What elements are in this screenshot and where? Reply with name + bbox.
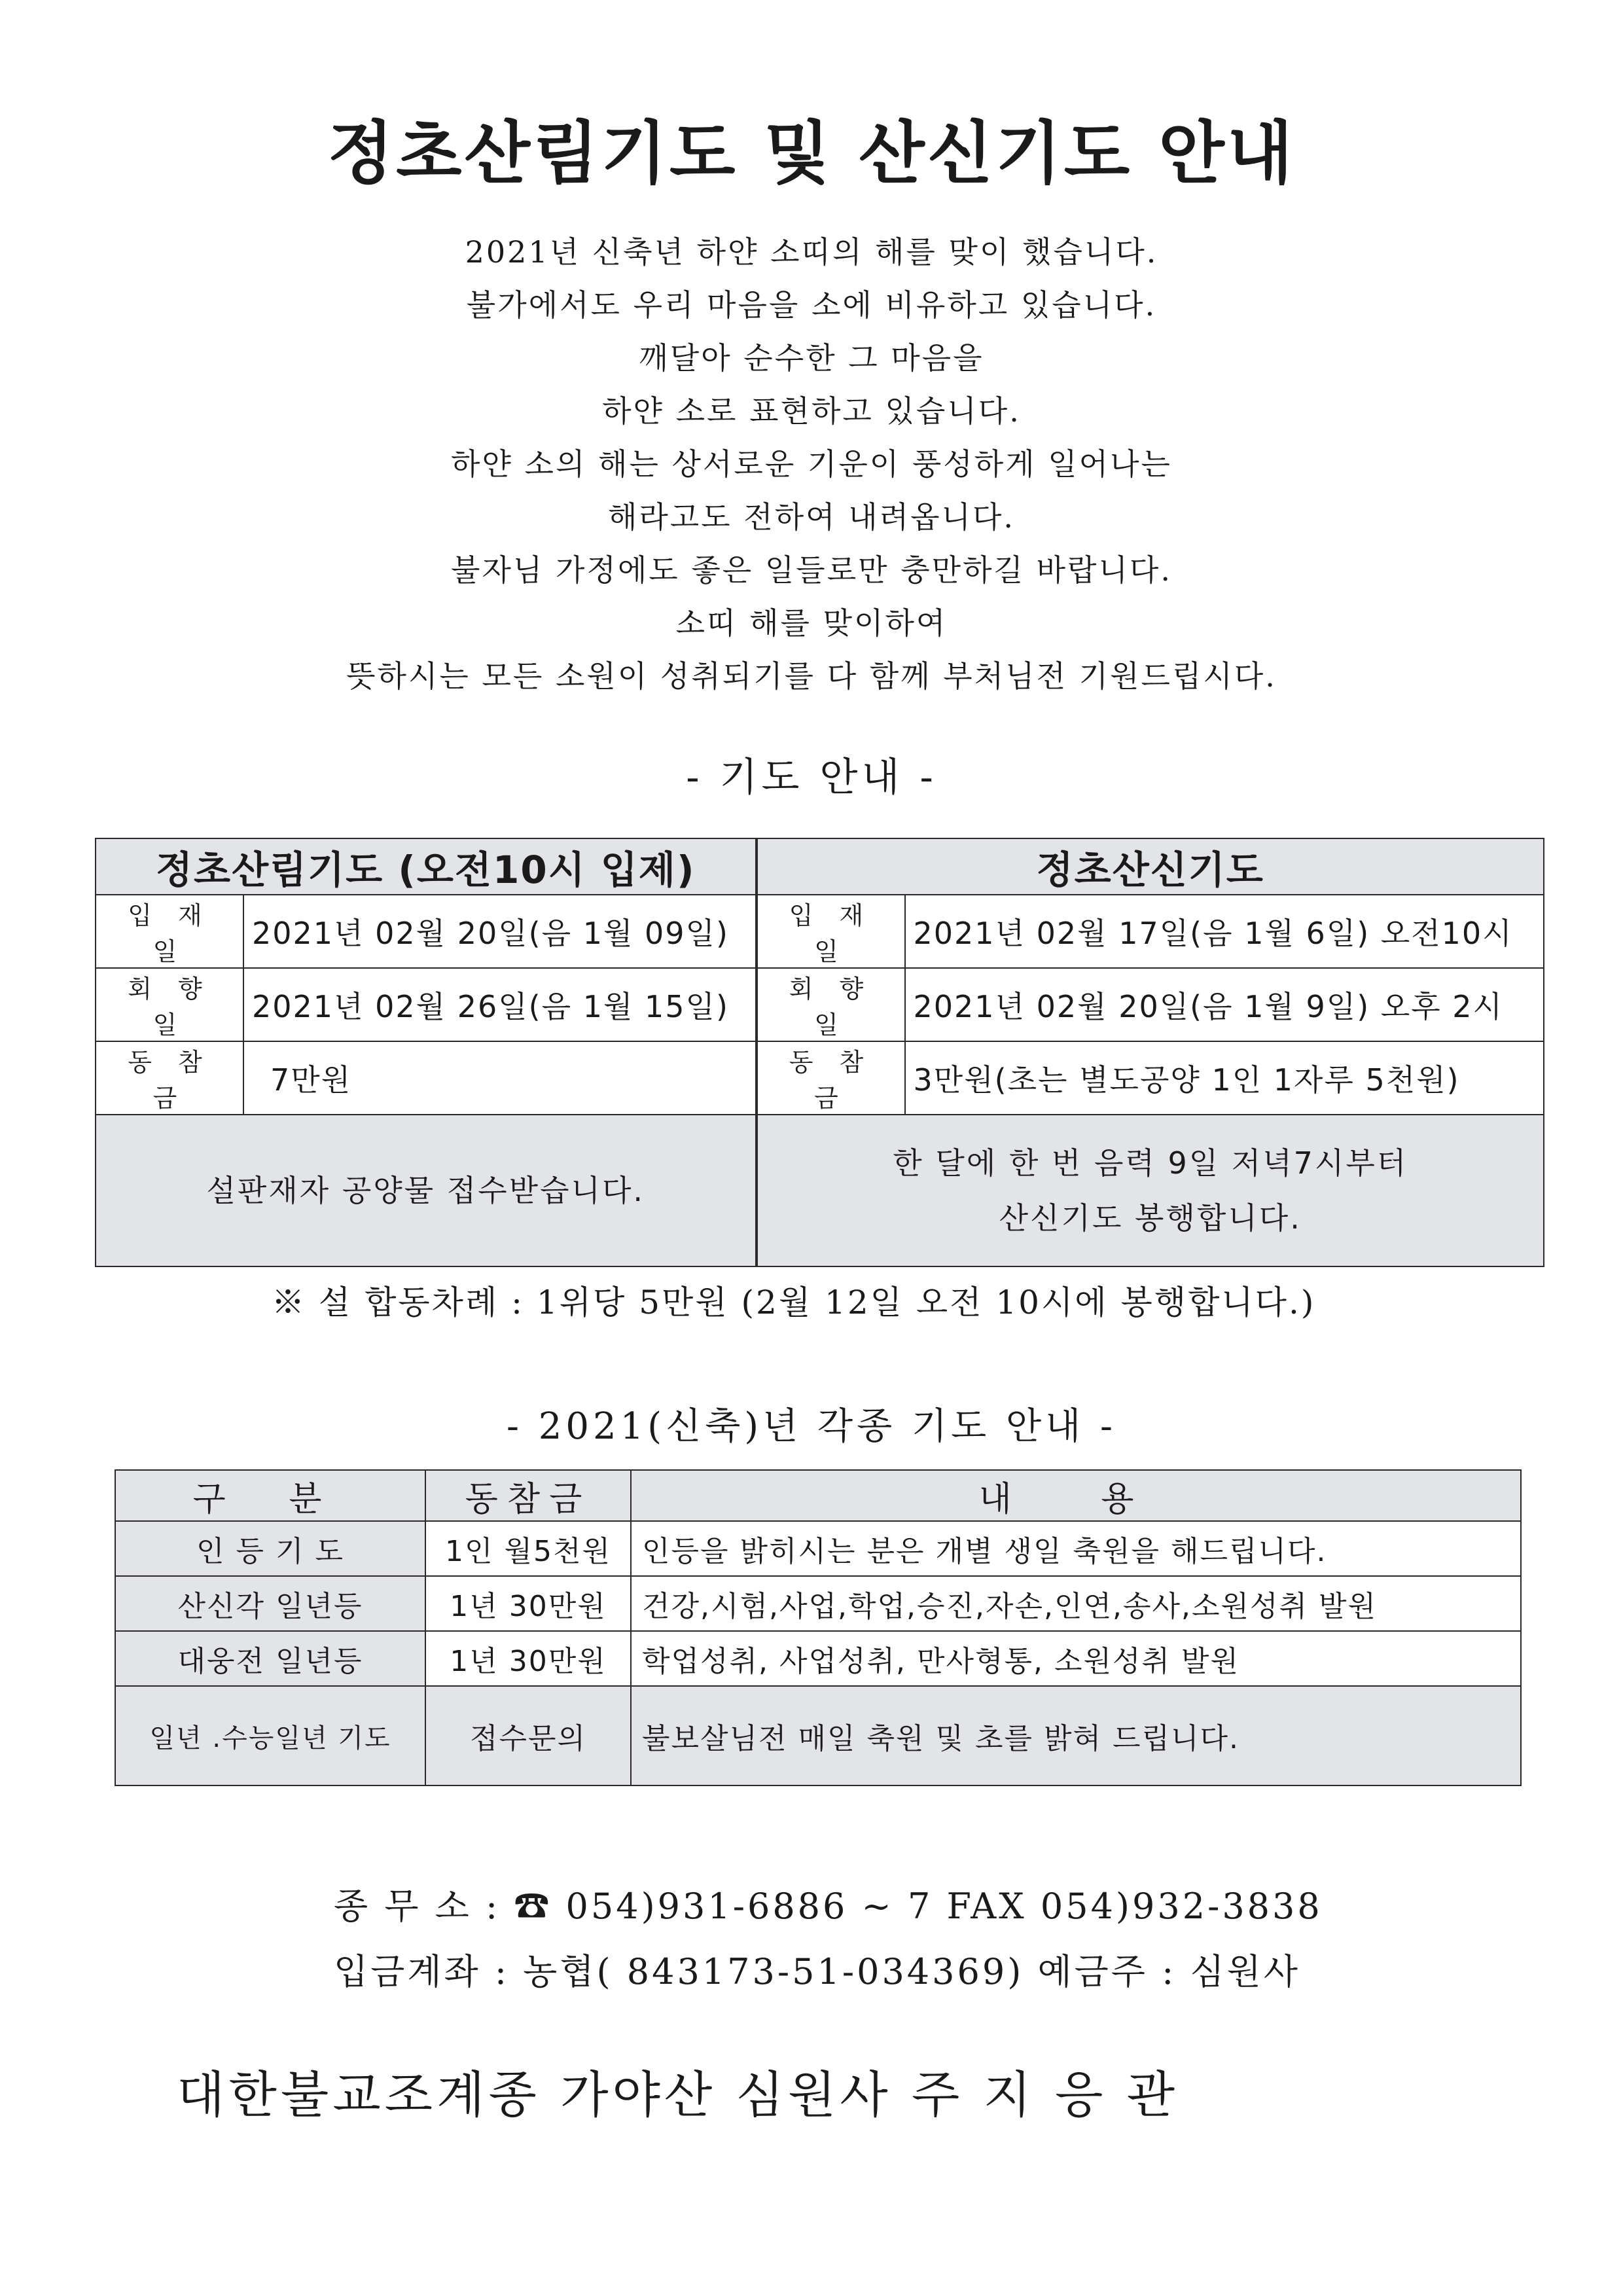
yearly-section-heading: - 2021(신축)년 각종 기도 안내 -: [507, 1405, 1116, 1448]
cell-name: 산신각 일년등: [115, 1576, 425, 1631]
cell-name: 대웅전 일년등: [115, 1631, 425, 1686]
column-header: 내 용: [631, 1470, 1521, 1521]
cell-fee: 1인 월5천원: [425, 1521, 631, 1576]
row-label: 입 재 일: [96, 895, 243, 968]
intro-line: 불가에서도 우리 마음을 소에 비유하고 있습니다.: [466, 287, 1157, 323]
office-contact: 종 무 소 : ☎ 054)931-6886 ~ 7 FAX 054)932-3838: [334, 1886, 1323, 1927]
table-row: [115, 1631, 1521, 1686]
temple-signature: 대한불교조계종 가야산 심원사 주 지 응 관: [177, 2066, 1179, 2124]
row-value: 2021년 02월 20일(음 1월 09일): [243, 895, 757, 968]
row-value: 2021년 02월 17일(음 1월 6일) 오전10시: [905, 895, 1544, 968]
table-row: [96, 895, 1544, 968]
intro-line: 2021년 신축년 하얀 소띠의 해를 맞이 했습니다.: [465, 234, 1158, 270]
table-row: [115, 1576, 1521, 1631]
row-label: 동 참 금: [757, 1041, 905, 1115]
prayer-table: [95, 838, 1544, 1267]
cell-fee: 1년 30만원: [425, 1576, 631, 1631]
intro-text: [0, 226, 1623, 703]
table-row: [115, 1686, 1521, 1785]
intro-line: 하얀 소의 해는 상서로운 기운이 풍성하게 일어나는: [451, 446, 1172, 482]
column-header: 동참금: [425, 1470, 631, 1521]
cell-name: 일년 .수능일년 기도: [115, 1686, 425, 1785]
right-table-title: 정초산신기도: [757, 838, 1544, 895]
right-note-line: 한 달에 한 번 음력 9일 저녁7시부터: [893, 1145, 1408, 1181]
left-table-title: 정초산림기도 (오전10시 입제): [96, 838, 757, 895]
right-note-line: 산신기도 봉행합니다.: [999, 1200, 1302, 1236]
cell-content: 건강,시험,사업,학업,승진,자손,인연,송사,소원성취 발원: [631, 1576, 1521, 1631]
row-label: 회 향 일: [757, 968, 905, 1041]
intro-line: 불자님 가정에도 좋은 일들로만 충만하길 바랍니다.: [451, 552, 1172, 588]
cell-content: 인등을 밝히시는 분은 개별 생일 축원을 해드립니다.: [631, 1521, 1521, 1576]
row-label: 동 참 금: [96, 1041, 243, 1115]
cell-fee: 1년 30만원: [425, 1631, 631, 1686]
row-label: 입 재 일: [757, 895, 905, 968]
intro-line: 하얀 소로 표현하고 있습니다.: [602, 393, 1021, 429]
memorial-note: ※ 설 합동차례 : 1위당 5만원 (2월 12일 오전 10시에 봉행합니다.): [272, 1283, 1316, 1321]
intro-line: 뜻하시는 모든 소원이 성취되기를 다 함께 부처님전 기원드립시다.: [346, 658, 1277, 694]
intro-line: 소띠 해를 맞이하여: [675, 605, 948, 641]
right-note: [757, 1115, 1544, 1266]
column-header: 구 분: [115, 1470, 425, 1521]
table-row: [96, 1041, 1544, 1115]
cell-fee: 접수문의: [425, 1686, 631, 1785]
row-value: 7만원: [243, 1041, 757, 1115]
table-row: [115, 1521, 1521, 1576]
cell-name: 인 등 기 도: [115, 1521, 425, 1576]
intro-line: 해라고도 전하여 내려옵니다.: [607, 499, 1016, 535]
row-value: 3만원(초는 별도공양 1인 1자루 5천원): [905, 1041, 1544, 1115]
table-header-row: [115, 1470, 1521, 1521]
prayer-section-heading: - 기도 안내 -: [686, 755, 937, 800]
cell-content: 불보살님전 매일 축원 및 초를 밝혀 드립니다.: [631, 1686, 1521, 1785]
table-row: [96, 968, 1544, 1041]
yearly-prayer-table: [115, 1469, 1522, 1786]
bank-account: 입금계좌 : 농협( 843173-51-034369) 예금주 : 심원사: [334, 1951, 1300, 1992]
left-note: 설판재자 공양물 접수받습니다.: [96, 1115, 757, 1266]
row-value: 2021년 02월 20일(음 1월 9일) 오후 2시: [905, 968, 1544, 1041]
row-value: 2021년 02월 26일(음 1월 15일): [243, 968, 757, 1041]
intro-line: 깨달아 순수한 그 마음을: [639, 340, 984, 376]
cell-content: 학업성취, 사업성취, 만사형통, 소원성취 발원: [631, 1631, 1521, 1686]
page-title: 정초산림기도 및 산신기도 안내: [327, 113, 1296, 193]
row-label: 회 향 일: [96, 968, 243, 1041]
